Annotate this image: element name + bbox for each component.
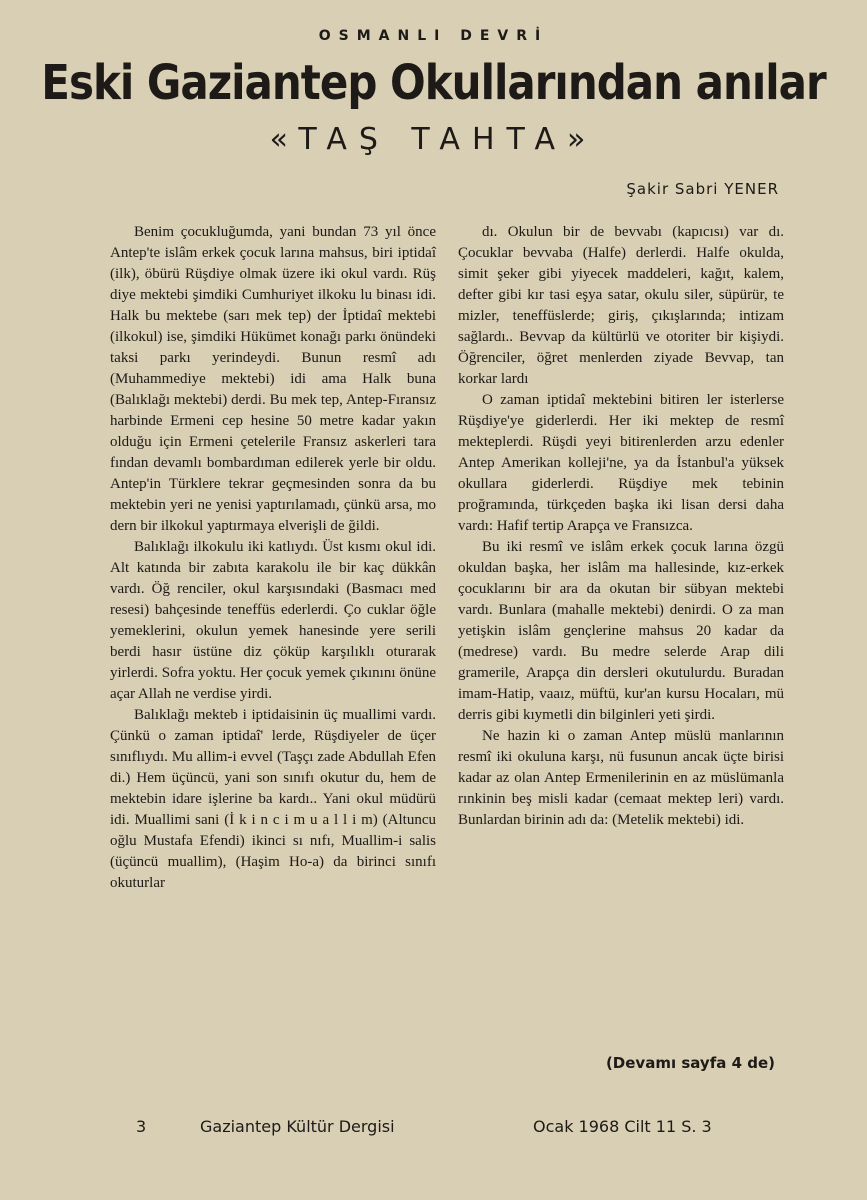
article-subtitle: «TAŞ TAHTA» <box>269 122 598 157</box>
paragraph: Ne hazin ki o zaman Antep müslü manlarının resmî iki okuluna karşı, nü fusunun ancak üçte birisi kadar az olan Antep Ermenilerinin en az müslümanla rınkinin beş misli kadar (cemaat mektep leri) vardı. Bunlardan birinin adı da: (Metelik mektebi) idi. <box>458 728 784 828</box>
issue-info: Ocak 1968 Cilt 11 S. 3 <box>533 1117 712 1136</box>
journal-name: Gaziantep Kültür Dergisi <box>200 1117 395 1136</box>
paragraph: Balıklağı mekteb i iptidaisinin üç muallimi vardı. Çünkü o zaman iptidaî' lerde, Rüşdiyeler de üçer sınıflıydı. Mu allim-i evvel (Taşçı zade Abdullah Efen di.) Hem üçüncü, yani son sınıfı okutur du, hem de mektebin idare işlerine ba kardı.. Yani okul müdürü idi. Muallimi sani (İ k i n c i m u a l l i m) (Altuncu oğlu Mustafa Efendi) ikinci sı nıfı, Muallim-i salis (üçüncü muallim), (Haşim Ho-a) da birinci sınıfı okuturlar <box>110 707 436 891</box>
article-title: Eski Gaziantep Okullarından anılar <box>41 54 826 111</box>
author-name: Şakir Sabri YENER <box>626 180 779 198</box>
left-column <box>110 222 436 894</box>
paragraph: O zaman iptidaî mektebini bitiren ler isterlerse Rüşdiye'ye giderlerdi. Her iki mektep de resmî mekteplerdi. Rüşdi yeyi bitirenlerden arzu edenler Antep Amerikan kolleji'ne, ya da İstanbul'a yüksek okullara giderlerdi. Rüşdiye mek tebinin proğramında, türkçeden başka iki lisan dersi daha vardı: Hafif tertip Arapça ve Fransızca. <box>458 392 784 534</box>
paragraph: Benim çocukluğumda, yani bundan 73 yıl önce Antep'te islâm erkek çocuk larına mahsus, biri iptidaî (ilk), öbürü Rüşdiye olmak üzere iki okul vardı. Rüş diye mektebi şimdiki Cumhuriyet ilkoku lu binası idi. Halk bu mektebe (sarı mek tep) der İptidaî mektebi (ilkokul) ise, şimdiki Hükümet konağı parkı önündeki taksi parkı yerindeydi. Bunun resmî adı (Muhammediye mektebi) idi ama Halk buna (Balıklağı mektebi) derdi. Bu mek tep, Antep-Fıransız harbinde Ermeni cep hesine 50 metre kadar yakın olduğu için Ermeni çetelerile Fransız askerleri tara fından devamlı bombardıman edilerek yerle bir oldu. Antep'in Türklere tekrar geçmesinden sonra da bu mektebin yeri ne yenisi yaptırılamadı, çünkü arsa, mo dern bir ilkokul yaptırmaya elverişli de ğildi. <box>110 224 436 534</box>
continued-note: (Devamı sayfa 4 de) <box>605 1054 775 1072</box>
paragraph: dı. Okulun bir de bevvabı (kapıcısı) var dı. Çocuklar bevvaba (Halfe) derlerdi. Halfe okulda, simit şeker gibi yiyecek maddeleri, kağıt, kalem, defter gibi kır tasi eşya satar, okulu siler, süpürür, te mizler, teneffüslerde; giriş, çıkışlarında; intizam sağlardı.. Bevvap da kültürlü ve otoriter bir kişiydi. Öğrenciler, öğret menlerden ziyade Bevvap, tan korkar lardı <box>458 224 784 387</box>
paragraph: Balıklağı ilkokulu iki katlıydı. Üst kısmı okul idi. Alt katında bir zabıta karakolu ile bir kaç dükkân vardı. Öğ renciler, okul karşısındaki (Basmacı med resesi) bahçesinde teneffüs ederlerdi. Ço cuklar öğle yemeklerini, okulun yemek hanesinde yere serili berdi hasır üstüne diz çöküp karşılıklı oturarak yirlerdi. Sofra yoktu. Her çocuk yemek çıkınını önüne açar Allah ne verdise yirdi. <box>110 539 436 702</box>
paragraph: Bu iki resmî ve islâm erkek çocuk larına özgü okuldan başka, her islâm ma hallesinde, kız-erkek çocuklarını bir ara da okutan bir sübyan mektebi vardı. Bunlara (mahalle mektebi) denirdi. O za man yetişkin islâm gençlerine mahsus 20 kadar da (medrese) vardı. Bu medre selerde Arap dili gramerile, Arapça din dersleri okutulurdu. Buradan imam-Hatip, vaaız, müftü, kur'an kursu Hocaları, mü derris gibi kıymetli din bilginleri yeti şirdi. <box>458 539 784 723</box>
page-number: 3 <box>136 1117 147 1136</box>
right-column <box>458 222 784 831</box>
section-heading: OSMANLI DEVRİ <box>318 28 549 44</box>
